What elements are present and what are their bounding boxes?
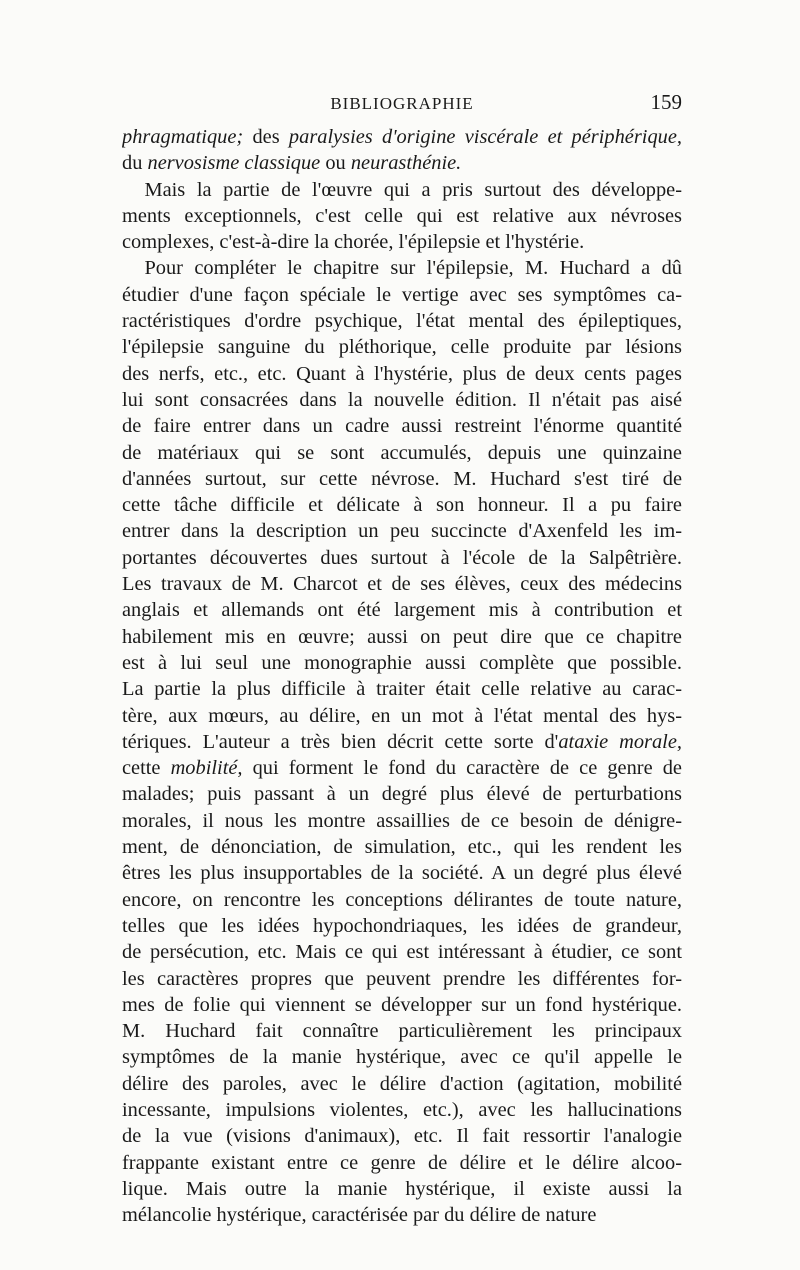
text-line	[122, 860, 682, 886]
text-run: ment, de dénonciation, de simulation, etc., qui les rendent les	[122, 836, 682, 859]
text-line	[122, 1018, 682, 1044]
text-run: Les travaux de M. Charcot et de ses élèves, ceux des médecins	[122, 573, 682, 596]
text-line	[122, 808, 682, 834]
text-run: de faire entrer dans un cadre aussi restreint l'énorme quantité	[122, 415, 682, 438]
text-line	[122, 1097, 682, 1123]
text-line	[122, 624, 682, 650]
text-line	[122, 518, 682, 544]
italic-run: ataxie morale,	[558, 730, 682, 753]
text-run: lui sont consacrées dans la nouvelle édition. Il n'était pas aisé	[122, 388, 682, 411]
text-run: La partie la plus difficile à traiter était celle relative au carac-	[122, 678, 682, 701]
text-run: cette	[122, 757, 171, 780]
text-line	[122, 1071, 682, 1097]
text-line	[122, 703, 682, 729]
text-run: mes de folie qui viennent se développer sur un fond hystérique.	[122, 993, 682, 1016]
running-head-title: BIBLIOGRAPHIE	[330, 94, 474, 113]
text-run: qui forment le fond du caractère de ce genre de	[242, 757, 682, 780]
text-run: les caractères propres que peuvent prendre les différentes for-	[122, 967, 682, 990]
text-run: ractéristiques d'ordre psychique, l'état mental des épileptiques,	[122, 310, 682, 333]
text-run: frappante existant entre ce genre de délire et le délire alcoo-	[122, 1151, 682, 1174]
page-number: 159	[650, 90, 682, 114]
text-run: Mais la partie de l'œuvre qui a pris surtout des développe-	[144, 178, 682, 201]
text-line	[122, 466, 682, 492]
text-line	[122, 1176, 682, 1202]
text-run: habilement mis en œuvre; aussi on peut dire que ce chapitre	[122, 625, 682, 648]
text-line	[122, 966, 682, 992]
italic-run: phragmatique;	[122, 126, 244, 148]
italic-run: mobilité,	[170, 757, 243, 780]
text-run: tériques. L'auteur a très bien décrit cette sorte d'	[122, 730, 559, 753]
text-line	[122, 1150, 682, 1176]
text-run: Pour compléter le chapitre sur l'épilepsie, M. Huchard a dû	[144, 257, 682, 280]
text-line	[122, 571, 682, 597]
text-run: ou	[320, 152, 351, 175]
text-line	[122, 781, 682, 807]
text-run: incessante, impulsions violentes, etc.), avec les hallucinations	[122, 1098, 682, 1121]
text-line	[122, 282, 682, 308]
text-line	[122, 1202, 682, 1228]
text-run: entrer dans la description un peu succincte d'Axenfeld les im-	[122, 520, 682, 543]
text-line	[122, 887, 682, 913]
text-run: des nerfs, etc., etc. Quant à l'hystérie, plus de deux cents pages	[122, 362, 682, 385]
text-line	[122, 1123, 682, 1149]
text-run: lique. Mais outre la manie hystérique, il existe aussi la	[122, 1177, 682, 1200]
text-line	[122, 308, 682, 334]
text-line	[122, 203, 682, 229]
text-line	[122, 597, 682, 623]
text-line	[122, 150, 682, 176]
text-run: de persécution, etc. Mais ce qui est intéressant à étudier, ce sont	[122, 941, 682, 964]
text-run: complexes, c'est-à-dire la chorée, l'épilepsie et l'hystérie.	[122, 231, 585, 254]
italic-run: nervosisme classique	[147, 152, 321, 175]
text-line	[122, 413, 682, 439]
running-head	[122, 90, 682, 120]
text-line	[122, 229, 682, 255]
text-line	[122, 834, 682, 860]
text-line	[122, 729, 682, 755]
text-run: êtres les plus insupportables de la société. A un degré plus élevé	[122, 862, 682, 885]
text-run: anglais et allemands ont été largement mis à contribution et	[122, 599, 682, 622]
text-line	[122, 361, 682, 387]
text-run: est à lui seul une monographie aussi complète que possible.	[122, 651, 682, 674]
text-line	[122, 992, 682, 1018]
text-run: de la vue (visions d'animaux), etc. Il fait ressortir l'analogie	[122, 1125, 682, 1148]
text-run: de matériaux qui se sont accumulés, depuis une quinzaine	[122, 441, 682, 464]
text-run: du	[122, 152, 148, 175]
body-text	[122, 124, 682, 1228]
text-run: étudier d'une façon spéciale le vertige avec ses symptômes ca-	[122, 283, 682, 306]
text-line	[122, 939, 682, 965]
text-run: morales, il nous les montre assaillies de ce besoin de dénigre-	[122, 809, 682, 832]
text-run: cette tâche difficile et délicate à son honneur. Il a pu faire	[122, 494, 682, 517]
italic-run: paralysies d'origine viscérale et périphérique,	[288, 126, 682, 148]
text-line	[122, 755, 682, 781]
text-line	[122, 440, 682, 466]
text-run: malades; puis passant à un degré plus élevé de perturbations	[122, 783, 682, 806]
text-run: telles que les idées hypochondriaques, les idées de grandeur,	[122, 914, 682, 937]
text-run: délire des paroles, avec le délire d'action (agitation, mobilité	[122, 1072, 682, 1095]
text-line	[122, 650, 682, 676]
text-line	[122, 177, 682, 203]
text-line	[122, 492, 682, 518]
text-run: des	[243, 126, 289, 148]
text-run: encore, on rencontre les conceptions délirantes de toute nature,	[122, 888, 682, 911]
text-line	[122, 913, 682, 939]
paragraph	[122, 255, 682, 1228]
text-line	[122, 255, 682, 281]
text-run: l'épilepsie sanguine du pléthorique, celle produite par lésions	[122, 336, 682, 359]
text-line	[122, 387, 682, 413]
paragraph	[122, 124, 682, 177]
text-line	[122, 676, 682, 702]
paragraph	[122, 177, 682, 256]
text-run: mélancolie hystérique, caractérisée par du délire de nature	[122, 1204, 597, 1227]
text-run: portantes découvertes dues surtout à l'école de la Salpêtrière.	[122, 546, 682, 569]
text-line	[122, 1044, 682, 1070]
text-line	[122, 124, 682, 150]
text-line	[122, 545, 682, 571]
text-run: tère, aux mœurs, au délire, en un mot à l'état mental des hys-	[122, 704, 682, 727]
italic-run: neurasthénie.	[350, 152, 462, 175]
text-run: ments exceptionnels, c'est celle qui est relative aux névroses	[122, 204, 682, 227]
text-run: d'années surtout, sur cette névrose. M. Huchard s'est tiré de	[122, 467, 682, 490]
text-line	[122, 334, 682, 360]
text-run: symptômes de la manie hystérique, avec ce qu'il appelle le	[122, 1046, 682, 1069]
text-run: M. Huchard fait connaître particulièrement les principaux	[122, 1020, 682, 1043]
